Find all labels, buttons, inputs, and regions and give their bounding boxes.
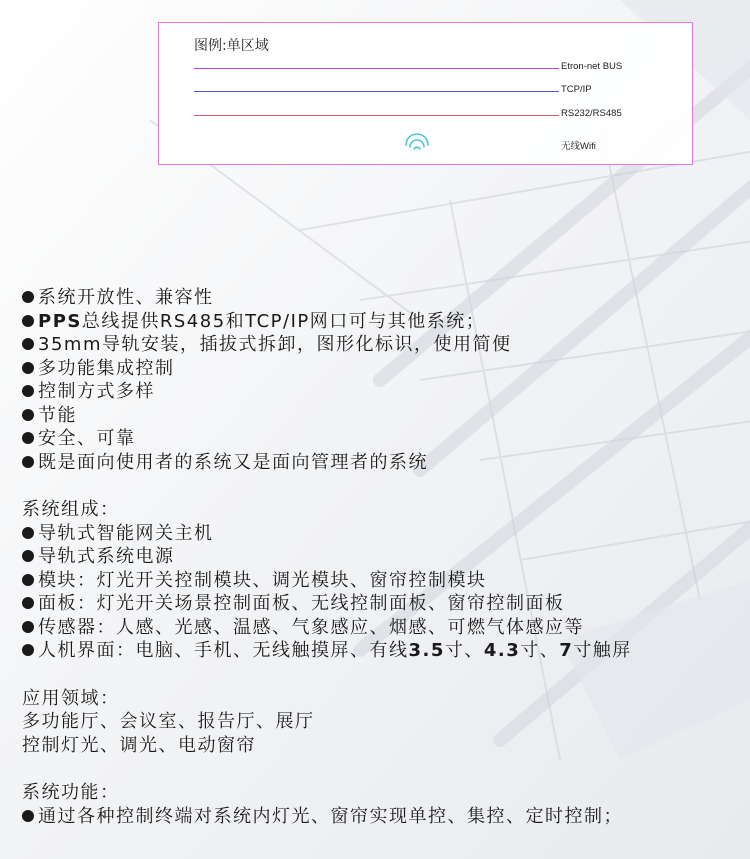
bullet-icon	[22, 810, 34, 822]
composition-item: 导轨式系统电源	[22, 545, 748, 569]
section-spacer	[22, 474, 748, 498]
legend-line-rs232-rs485	[194, 115, 559, 116]
composition-item: 面板：灯光开关场景控制面板、无线控制面板、窗帘控制面板	[22, 592, 748, 616]
composition-item-hmi: 人机界面：电脑、手机、无线触摸屏、有线3.5寸、4.3寸、7寸触屏	[22, 639, 748, 663]
feature-item: 多功能集成控制	[22, 357, 748, 381]
feature-item: 控制方式多样	[22, 380, 748, 404]
feature-item: PPS总线提供RS485和TCP/IP网口可与其他系统；	[22, 310, 748, 334]
application-line: 多功能厅、会议室、报告厅、展厅	[22, 711, 315, 732]
legend-line-etron-bus	[194, 68, 559, 69]
bullet-icon	[22, 338, 34, 350]
feature-item: 系统开放性、兼容性	[22, 286, 748, 310]
bullet-icon	[22, 621, 34, 633]
composition-heading: 系统组成：	[22, 499, 120, 520]
legend-label-wifi: 无线Wifi	[561, 141, 596, 152]
bullet-icon	[22, 315, 34, 327]
section-spacer	[22, 663, 748, 687]
bullet-icon	[22, 644, 34, 656]
composition-item: 传感器：人感、光感、温感、气象感应、烟感、可燃气体感应等	[22, 616, 748, 640]
bullet-icon	[22, 362, 34, 374]
function-item: 通过各种控制终端对系统内灯光、窗帘实现单控、集控、定时控制；	[22, 805, 748, 829]
bullet-icon	[22, 432, 34, 444]
feature-item: 35mm导轨安装，插拔式拆卸，图形化标识，使用简便	[22, 333, 748, 357]
function-heading: 系统功能：	[22, 782, 120, 803]
composition-item: 模块：灯光开关控制模块、调光模块、窗帘控制模块	[22, 569, 748, 593]
bullet-icon	[22, 597, 34, 609]
feature-item: 既是面向使用者的系统又是面向管理者的系统	[22, 451, 748, 475]
feature-item: 安全、可靠	[22, 427, 748, 451]
legend-line-tcp-ip	[194, 91, 559, 92]
bullet-icon	[22, 385, 34, 397]
bullet-icon	[22, 456, 34, 468]
bullet-icon	[22, 409, 34, 421]
composition-item: 导轨式智能网关主机	[22, 522, 748, 546]
legend-label-tcp-ip: TCP/IP	[561, 84, 592, 95]
bullet-icon	[22, 291, 34, 303]
feature-item: 节能	[22, 404, 748, 428]
legend-box	[158, 22, 693, 165]
application-line: 控制灯光、调光、电动窗帘	[22, 734, 256, 756]
legend-label-etron-bus: Etron-net BUS	[561, 61, 623, 72]
feature-content	[22, 286, 748, 828]
section-spacer	[22, 757, 748, 781]
wifi-icon	[402, 131, 432, 155]
bullet-icon	[22, 574, 34, 586]
application-heading: 应用领域：	[22, 687, 120, 709]
legend-label-rs232-rs485: RS232/RS485	[561, 108, 622, 119]
legend-title: 图例:单区域	[194, 38, 269, 54]
bullet-icon	[22, 550, 34, 562]
bullet-icon	[22, 527, 34, 539]
